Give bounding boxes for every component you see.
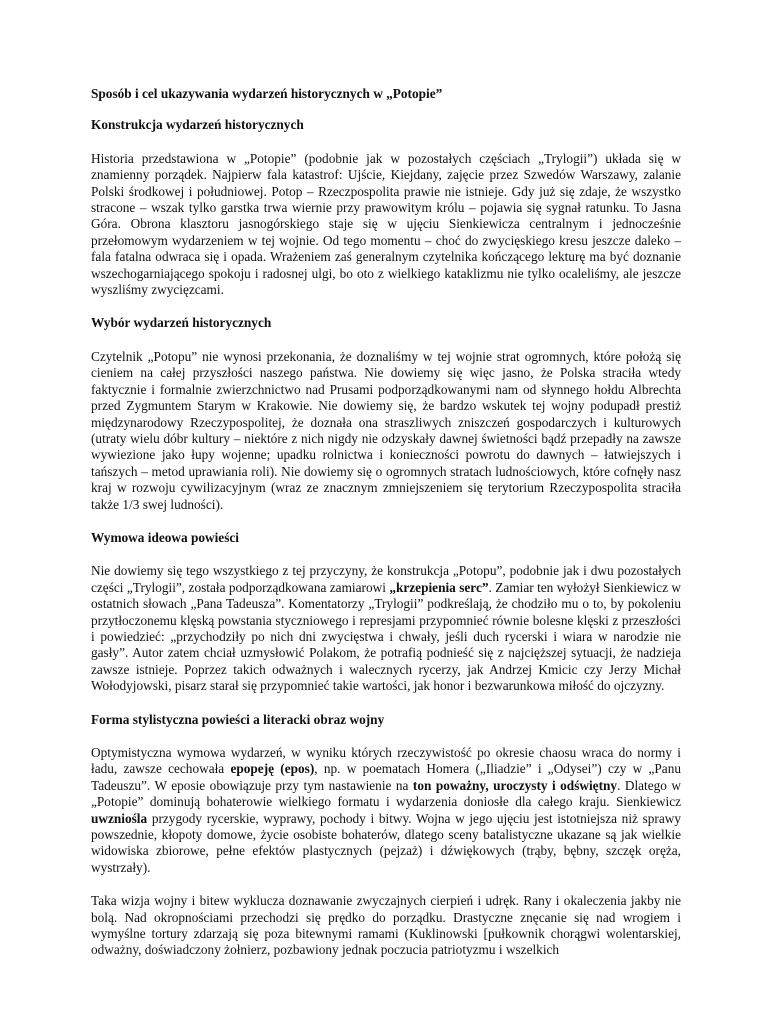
bold-phrase: „krzepienia serc” <box>389 579 489 595</box>
text-run: . Dlatego w „Potopie” dominują bohaterowie wielkiego formatu i wydarzenia doniosłe dla całego kraju. Sienkiewicz <box>91 777 682 810</box>
text-run: Nie dowiemy się tego wszystkiego z tej przyczyny, że konstrukcja „Potopu”, podobnie jak i dwu pozostałych części „Trylogii”, została podporządkowana zamiarowi <box>91 563 681 595</box>
paragraph-selection: Czytelnik „Potopu” nie wynosi przekonania, że doznaliśmy w tej wojnie strat ogromnych, które położą się cieniem na całej przyszłości naszego państwa. Nie dowiemy się więc jasno, że Polska straciła wtedy faktycznie i formalnie zwierzchnictwo nad Prusami podporządkowanymi nam od słynnego hołdu Albrechta przed Zygmuntem Starym w Krakowie. Nie dowiemy się, że bardzo wskutek tej wojny podupadł prestiż międzynarodowy Rzeczypospolitej, że doznała ona straszliwych zniszczeń gospodarczych i kulturowych (utraty wielu dóbr kultury – niektóre z nich nigdy nie odzyskały dawnej świetności bądź przepadły na zawsze wywiezione jako łupy wojenne; upadku rolnictwa i konieczności powrotu do dawnych – łatwiejszych i tańszych – metod uprawiania roli). Nie dowiemy się o ogromnych stratach ludnościowych, które cofnęły nasz kraj w rozwoju cywilizacyjnym (wraz ze znacznym zmniejszeniem się terytorium Rzeczypospolita straciła także 1/3 swej ludności). <box>91 348 681 512</box>
text-run: , np. w poematach Homera („Iliadzie” i „Odysei”) czy w „Panu Tadeuszu”. W eposie obowiązuje przy tym nastawienie na <box>91 761 682 793</box>
document-title: Sposób i cel ukazywania wydarzeń historycznych w „Potopie” <box>91 86 443 101</box>
section-heading-selection: Wybór wydarzeń historycznych <box>91 315 272 331</box>
text-run: Optymistyczna wymowa wydarzeń, w wyniku których rzeczywistość po okresie chaosu wraca do normy i ładu, zawsze cechowała <box>91 745 681 777</box>
bold-phrase: epopeję (epos) <box>230 761 315 777</box>
paragraph-war-vision: Taka wizja wojny i bitew wyklucza doznawanie zwyczajnych cierpień i udręk. Rany i okaleczenia jakby nie bolą. Nad okropnościami przechodzi się prędko do porządku. Drastyczne znęcanie się nad wrogiem i wymyślne tortury zdarzają się poza bitewnymi ramami (Kuklinowski [pułkownik chorągwi wolentarskiej, odważny, doświadczony żołnierz, pozbawiony jednak poczucia patriotyzmu i wszelkich <box>91 893 681 958</box>
section-heading-ideology: Wymowa ideowa powieści <box>91 529 239 545</box>
paragraph-ideology <box>91 563 681 694</box>
section-heading-style: Forma stylistyczna powieści a literacki obraz wojny <box>91 711 385 727</box>
bold-phrase: ton poważny, uroczysty i odświętny <box>412 777 618 793</box>
document-body <box>91 86 681 976</box>
paragraph-construction: Historia przedstawiona w „Potopie” (podobnie jak w pozostałych częściach „Trylogii”) układa się w znamienny porządek. Najpierw fala katastrof: Ujście, Kiejdany, zajęcie przez Szwedów Warszawy, zalanie Polski środkowej i południowej. Potop – Rzeczpospolita prawie nie istnieje. Gdy już się zdaje, że wszystko stracone – wszak tylko garstka trwa wiernie przy prawowitym królu – pojawia się sygnał ratunku. To Jasna Góra. Obrona klasztoru jasnogórskiego staje się w ujęciu Sienkiewicza centralnym i jednocześnie przełomowym wydarzeniem w tej wojnie. Od tego momentu – choć do zwycięskiego kresu jeszcze daleko – fala fatalna odwraca się i opada. Wrażeniem zaś generalnym czytelnika kończącego lekturę ma być doznanie wszechogarniającego spokoju i radosnej ulgi, bo oto z wielkiego kataklizmu nie tylko ocaleliśmy, ale jeszcze wyszliśmy zwycięzcami. <box>91 150 681 298</box>
text-run: . Zamiar ten wyłożył Sienkiewicz w ostatnich słowach „Pana Tadeusza”. Komentatorzy „Trylogii” podkreślają, że chodziło mu o to, by pokoleniu przytłoczonemu klęską powstania styczniowego i represjami przypomnieć równie bolesne klęski z przeszłości i powiedzieć: „przychodziły po nich dni zwycięstwa i chwały, jeśli duch rycerski i wiara w narodzie nie gasły”. Autor zatem chciał uzmysłowić Polakom, że potrafią podnieść się z najcięższej sytuacji, że nadzieja zawsze istnieje. Poprzez takich odważnych i walecznych rycerzy, jak Andrzej Kmicic czy Jerzy Michał Wołodyjowski, pisarz starał się przypomnieć takie wartości, jak honor i bezwarunkowa miłość do ojczyzny. <box>91 579 681 694</box>
section-heading-construction: Konstrukcja wydarzeń historycznych <box>91 117 304 133</box>
text-run: przygody rycerskie, wyprawy, pochody i bitwy. Wojna w jego ujęciu jest istotniejsza niż sprawy powszednie, kłopoty domowe, życie osobiste bohaterów, dlatego sceny batalistyczne ukazane są jak wielkie widowiska zbiorowe, pełne efektów plastycznych (pejzaż) i dźwiękowych (trąby, bębny, szczęk oręża, wystrzały). <box>91 810 681 875</box>
paragraph-style <box>91 745 681 876</box>
bold-phrase: uwzniośla <box>91 810 148 826</box>
